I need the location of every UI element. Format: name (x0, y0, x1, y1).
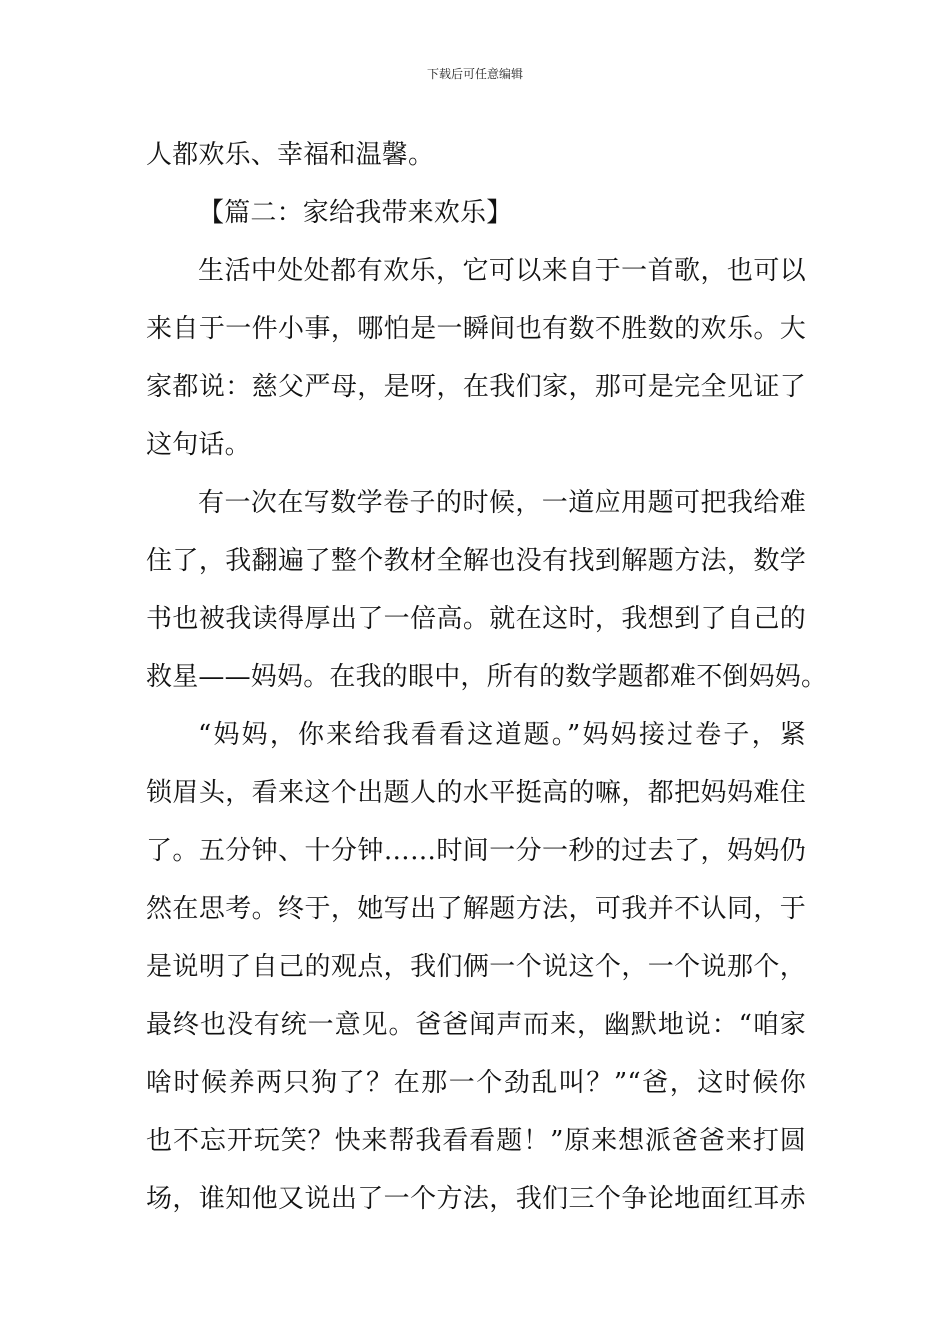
paragraph-line: 也不忘开玩笑？快来帮我看看题！”原来想派爸爸来打圆 (146, 1126, 806, 1156)
paragraph-line: 最终也没有统一意见。爸爸闻声而来，幽默地说：“咱家 (146, 1010, 806, 1040)
paragraph-line: 了。五分钟、十分钟……时间一分一秒的过去了，妈妈仍 (146, 836, 806, 866)
page-header: 下载后可任意编辑 (426, 67, 523, 81)
section-heading: 【篇二：家给我带来欢乐】 (198, 198, 513, 228)
paragraph-line: 是说明了自己的观点，我们俩一个说这个，一个说那个， (146, 952, 806, 982)
paragraph-line: 这句话。 (146, 430, 251, 460)
paragraph-line: 来自于一件小事，哪怕是一瞬间也有数不胜数的欢乐。大 (146, 314, 806, 344)
paragraph-line: “妈妈，你来给我看看这道题。”妈妈接过卷子，紧 (198, 720, 806, 750)
paragraph-line: 住了，我翻遍了整个教材全解也没有找到解题方法，数学 (146, 546, 806, 576)
paragraph-line: 书也被我读得厚出了一倍高。就在这时，我想到了自己的 (146, 604, 806, 634)
paragraph-line: 家都说：慈父严母，是呀，在我们家，那可是完全见证了 (146, 372, 806, 402)
paragraph-line: 啥时候养两只狗了？在那一个劲乱叫？”“爸，这时候你 (146, 1068, 806, 1098)
paragraph-line: 有一次在写数学卷子的时候，一道应用题可把我给难 (198, 488, 806, 518)
paragraph-line: 生活中处处都有欢乐，它可以来自于一首歌，也可以 (198, 256, 806, 286)
paragraph-line: 场，谁知他又说出了一个方法，我们三个争论地面红耳赤 (146, 1184, 806, 1214)
paragraph-line: 救星——妈妈。在我的眼中，所有的数学题都难不倒妈妈。 (146, 662, 828, 692)
paragraph-line: 锁眉头，看来这个出题人的水平挺高的嘛，都把妈妈难住 (146, 778, 806, 808)
paragraph-line: 然在思考。终于，她写出了解题方法，可我并不认同，于 (146, 894, 806, 924)
paragraph-line: 人都欢乐、幸福和温馨。 (146, 140, 435, 170)
body-text (146, 126, 828, 1228)
